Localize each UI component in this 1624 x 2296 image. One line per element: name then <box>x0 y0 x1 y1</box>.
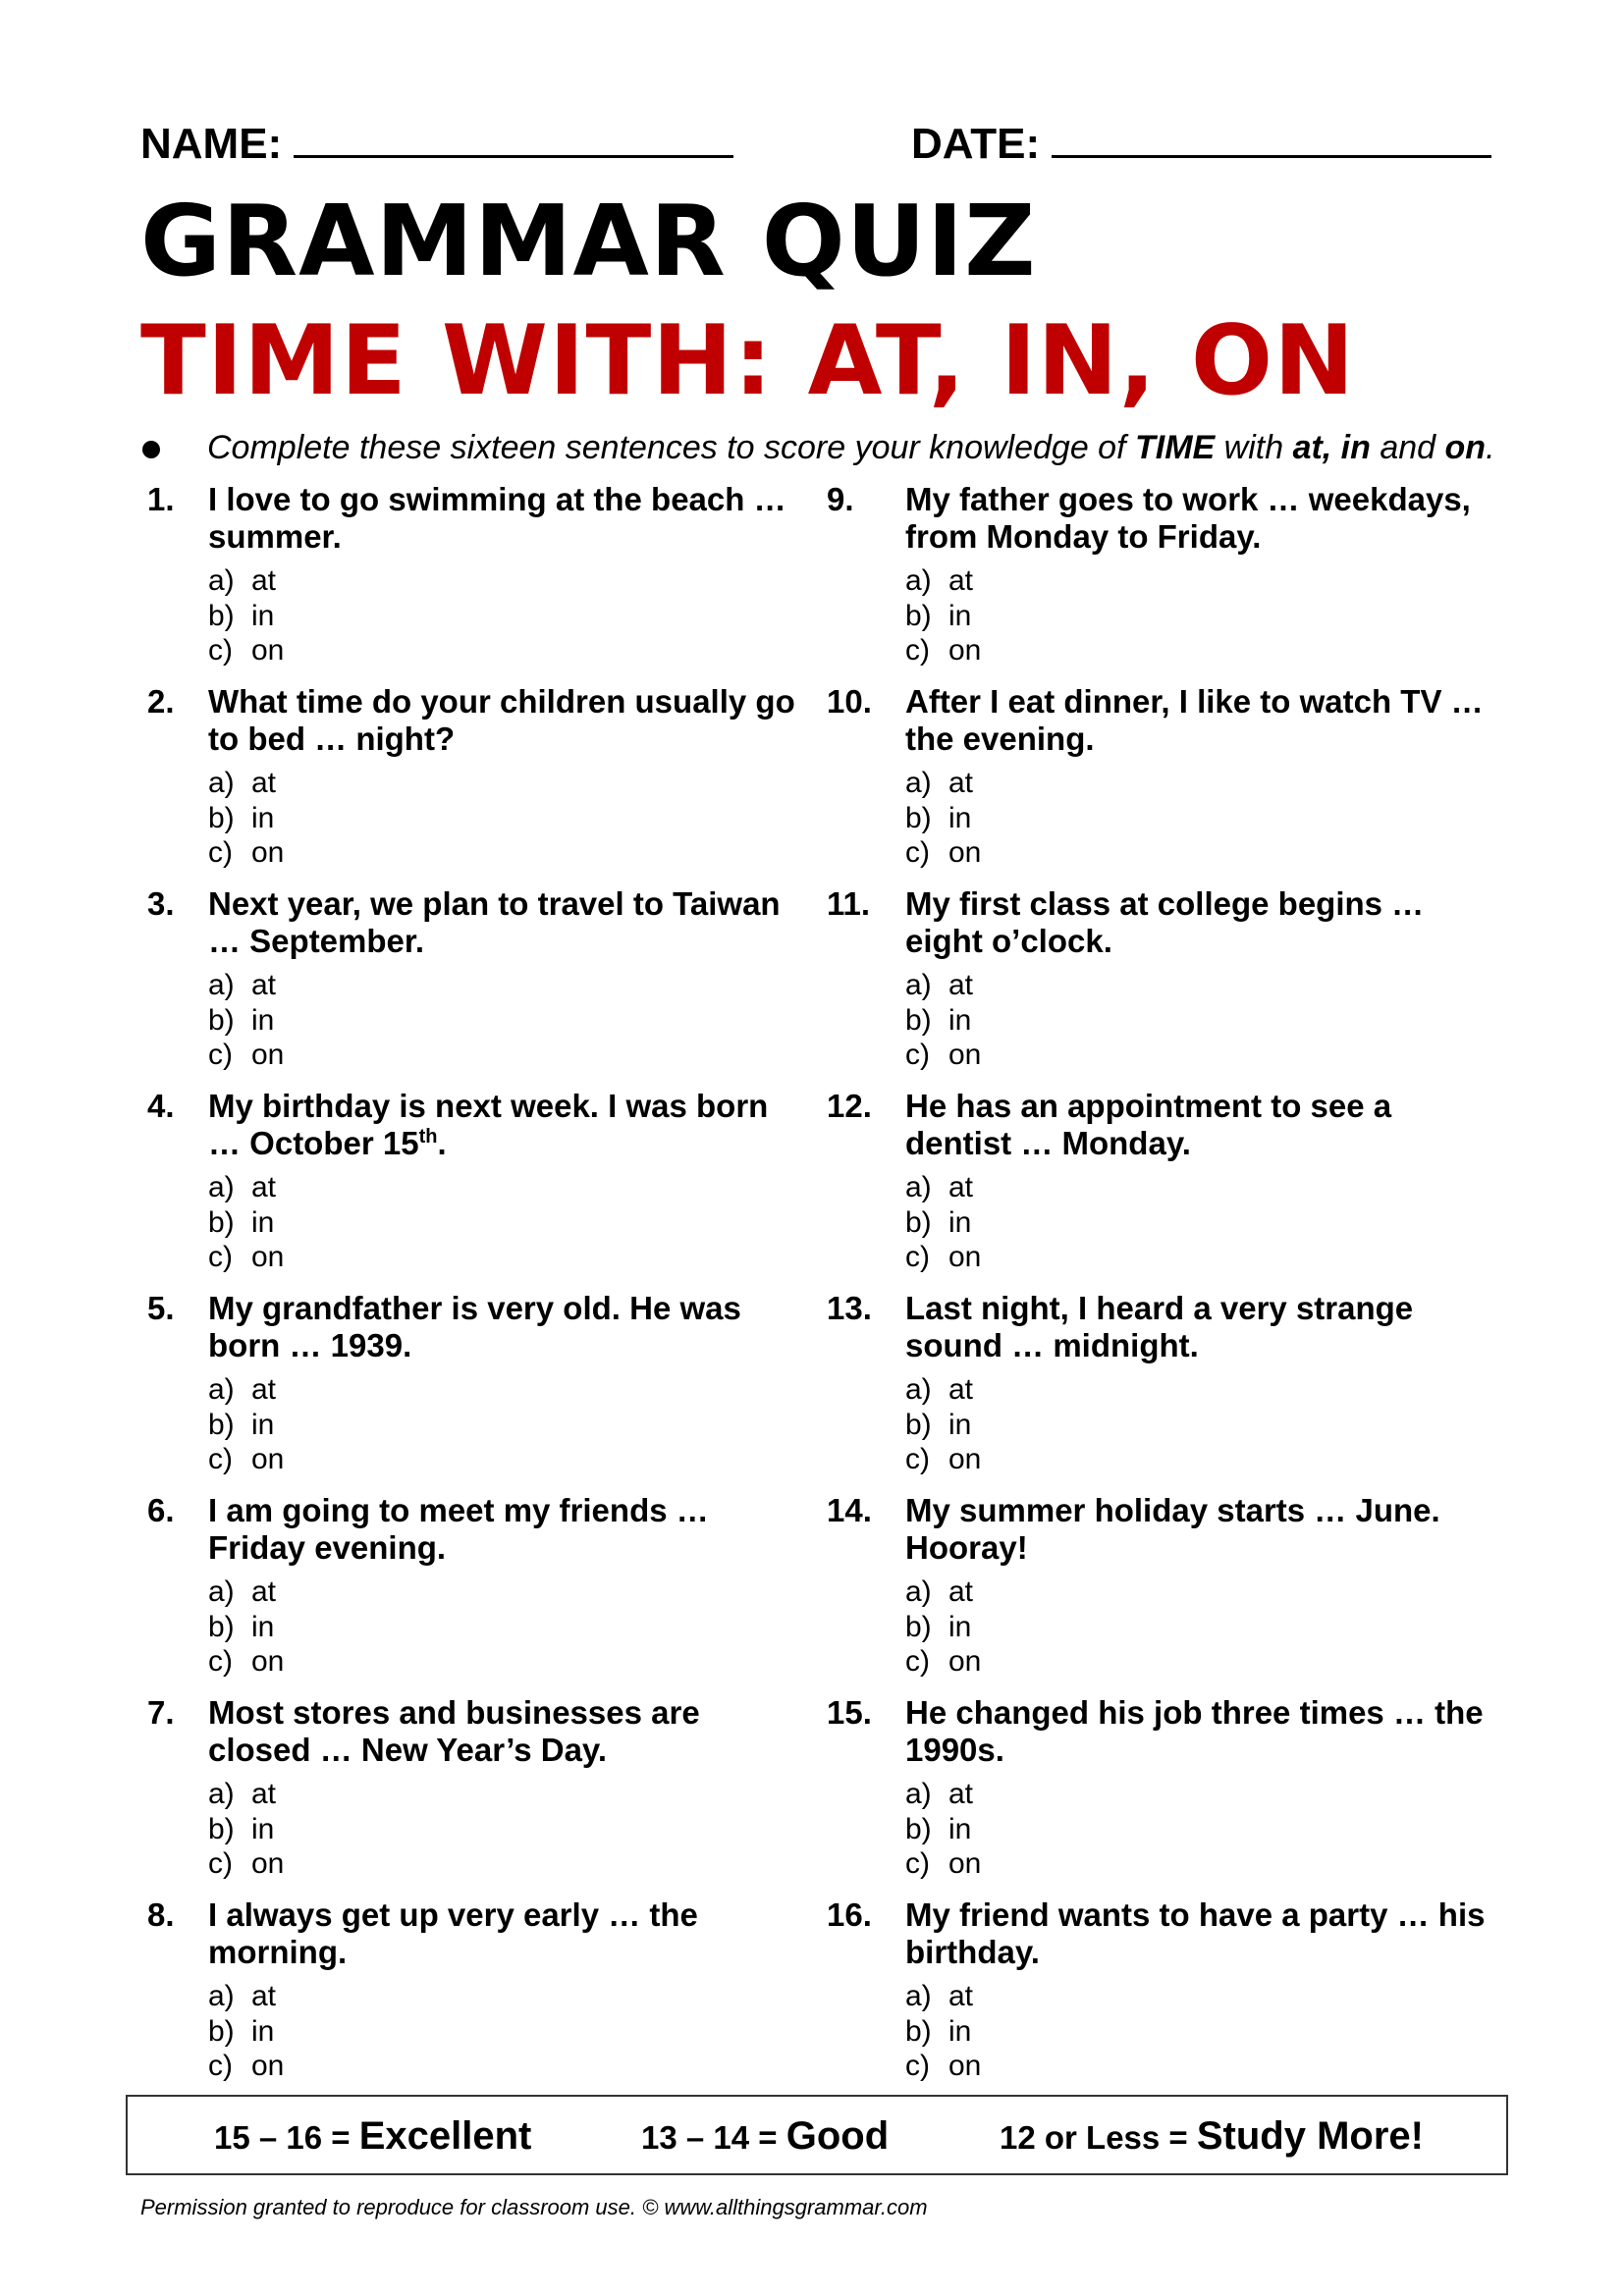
option-text: in <box>948 2014 972 2048</box>
answer-options <box>208 766 284 871</box>
option-text: in <box>948 1205 972 1239</box>
option-text: on <box>948 634 982 667</box>
question-text: After I eat dinner, I like to watch TV … the evening. <box>905 683 1484 757</box>
option-b[interactable] <box>905 1408 981 1443</box>
question-number: 13. <box>827 1290 872 1326</box>
option-text: on <box>251 2050 285 2082</box>
question-number: 16. <box>827 1896 872 1933</box>
option-text: at <box>948 969 974 1001</box>
copyright-footer: Permission granted to reproduce for classroom use. © www.allthingsgrammar.com <box>140 2195 928 2219</box>
question-text: I am going to meet my friends … Friday evening. <box>208 1492 709 1566</box>
option-letter: a) <box>208 1575 235 1608</box>
option-text: at <box>251 1171 277 1203</box>
option-text: on <box>251 836 285 869</box>
question-2 <box>147 683 815 885</box>
option-letter: a) <box>208 1171 235 1203</box>
option-text: on <box>948 836 982 869</box>
question-text: My father goes to work … weekdays, from Monday to Friday. <box>905 481 1471 555</box>
option-letter: a) <box>208 564 235 597</box>
option-c[interactable] <box>208 1846 284 1882</box>
answer-options <box>905 1777 981 1882</box>
option-text: at <box>948 1373 974 1406</box>
option-b[interactable] <box>905 2014 981 2050</box>
option-a[interactable] <box>905 766 981 801</box>
question-text: Most stores and businesses are closed … New Year’s Day. <box>208 1694 700 1768</box>
question-number: 1. <box>147 481 175 517</box>
question-1 <box>147 481 815 683</box>
question-number: 12. <box>827 1088 872 1124</box>
option-text: at <box>251 1778 277 1810</box>
option-b[interactable] <box>905 1610 981 1645</box>
question-text: He has an appointment to see a dentist … Monday. <box>905 1088 1392 1161</box>
answer-options <box>208 1372 284 1477</box>
option-b[interactable] <box>208 801 284 836</box>
option-text: on <box>251 1241 285 1273</box>
question-text: He changed his job three times … the 1990s. <box>905 1694 1484 1768</box>
option-text: in <box>251 1610 275 1643</box>
option-letter: b) <box>905 1812 932 1845</box>
option-letter: c) <box>208 1039 233 1071</box>
option-letter: a) <box>905 1171 932 1203</box>
score-guide <box>126 2095 1508 2175</box>
option-text: at <box>948 564 974 597</box>
option-b[interactable] <box>208 1610 284 1645</box>
question-4 <box>147 1088 815 1290</box>
option-text: on <box>948 1241 982 1273</box>
option-letter: a) <box>208 1373 235 1406</box>
question-7 <box>147 1694 815 1896</box>
option-a[interactable] <box>208 1979 284 2014</box>
option-letter: b) <box>208 1812 235 1845</box>
option-a[interactable] <box>208 563 284 599</box>
option-c[interactable] <box>905 835 981 871</box>
question-number: 14. <box>827 1492 872 1528</box>
option-letter: a) <box>905 1575 932 1608</box>
option-text: on <box>948 1645 982 1678</box>
option-letter: c) <box>905 1241 930 1273</box>
option-text: in <box>251 2014 275 2048</box>
option-letter: c) <box>208 836 233 869</box>
option-text: in <box>251 1003 275 1037</box>
option-letter: b) <box>208 801 235 834</box>
option-c[interactable] <box>208 1240 284 1275</box>
option-text: at <box>948 767 974 799</box>
option-text: at <box>948 1575 974 1608</box>
option-letter: c) <box>905 1443 930 1475</box>
option-a[interactable] <box>208 1170 284 1205</box>
question-number: 2. <box>147 683 175 720</box>
option-letter: a) <box>905 1373 932 1406</box>
question-10 <box>827 683 1494 885</box>
question-number: 3. <box>147 885 175 922</box>
option-letter: c) <box>208 634 233 667</box>
option-letter: c) <box>208 2050 233 2082</box>
answer-options <box>208 1170 284 1275</box>
option-letter: a) <box>905 767 932 799</box>
option-text: on <box>251 1039 285 1071</box>
question-13 <box>827 1290 1494 1492</box>
question-number: 10. <box>827 683 872 720</box>
question-text: My birthday is next week. I was born … October 15th. <box>208 1088 769 1161</box>
option-letter: c) <box>905 634 930 667</box>
option-letter: b) <box>208 1003 235 1037</box>
option-c[interactable] <box>208 1644 284 1680</box>
option-text: at <box>251 1373 277 1406</box>
question-3 <box>147 885 815 1088</box>
option-letter: b) <box>905 2014 932 2048</box>
option-letter: b) <box>905 801 932 834</box>
answer-options <box>905 1372 981 1477</box>
question-number: 5. <box>147 1290 175 1326</box>
option-b[interactable] <box>208 599 284 634</box>
option-letter: a) <box>208 1778 235 1810</box>
option-a[interactable] <box>208 968 284 1003</box>
option-text: in <box>251 1205 275 1239</box>
option-text: in <box>948 1408 972 1441</box>
option-letter: c) <box>905 1645 930 1678</box>
option-letter: b) <box>905 1003 932 1037</box>
option-letter: a) <box>208 1980 235 2012</box>
bullet-icon <box>142 441 160 458</box>
option-text: on <box>948 1847 982 1880</box>
option-letter: a) <box>905 1980 932 2012</box>
option-text: on <box>948 2050 982 2082</box>
question-text: My summer holiday starts … June. Hooray! <box>905 1492 1440 1566</box>
name-label: NAME: <box>140 120 283 168</box>
question-text: What time do your children usually go to bed … night? <box>208 683 795 757</box>
option-a[interactable] <box>905 1372 981 1408</box>
instructions: Complete these sixteen sentences to score your knowledge of TIME with at, in and on. <box>140 426 1495 469</box>
option-b[interactable] <box>905 1205 981 1241</box>
option-b[interactable] <box>905 1003 981 1039</box>
option-c[interactable] <box>905 1240 981 1275</box>
answer-options <box>905 1575 981 1680</box>
option-letter: b) <box>905 1205 932 1239</box>
date-label: DATE: <box>911 120 1041 168</box>
question-text: My friend wants to have a party … his birthday. <box>905 1896 1486 1970</box>
option-b[interactable] <box>208 2014 284 2050</box>
option-c[interactable] <box>208 1038 284 1073</box>
option-c[interactable] <box>905 1846 981 1882</box>
option-text: in <box>948 1003 972 1037</box>
option-text: on <box>251 1847 285 1880</box>
option-letter: b) <box>905 1408 932 1441</box>
option-text: at <box>251 969 277 1001</box>
option-a[interactable] <box>905 563 981 599</box>
question-9 <box>827 481 1494 683</box>
option-letter: b) <box>208 1408 235 1441</box>
question-16 <box>827 1896 1494 2099</box>
question-number: 7. <box>147 1694 175 1731</box>
name-blank-line[interactable] <box>294 116 733 158</box>
date-field[interactable] <box>911 116 1491 172</box>
question-5 <box>147 1290 815 1492</box>
option-a[interactable] <box>905 1170 981 1205</box>
answer-options <box>208 1575 284 1680</box>
option-letter: c) <box>905 1039 930 1071</box>
option-letter: b) <box>208 599 235 632</box>
option-text: in <box>251 599 275 632</box>
answer-options <box>208 1777 284 1882</box>
answer-options <box>208 1979 284 2084</box>
question-text: Next year, we plan to travel to Taiwan … September. <box>208 885 781 959</box>
option-c[interactable] <box>208 633 284 668</box>
option-a[interactable] <box>905 1575 981 1610</box>
option-letter: c) <box>905 1847 930 1880</box>
option-text: on <box>251 1645 285 1678</box>
option-c[interactable] <box>208 835 284 871</box>
option-text: in <box>251 1408 275 1441</box>
question-text: My first class at college begins … eight o’clock. <box>905 885 1425 959</box>
name-field[interactable] <box>140 116 733 172</box>
answer-options <box>208 968 284 1073</box>
option-letter: a) <box>905 1778 932 1810</box>
question-6 <box>147 1492 815 1694</box>
question-number: 6. <box>147 1492 175 1528</box>
option-a[interactable] <box>905 1979 981 2014</box>
question-text: My grandfather is very old. He was born … 1939. <box>208 1290 741 1363</box>
option-letter: c) <box>208 1645 233 1678</box>
question-text: I love to go swimming at the beach … summer. <box>208 481 786 555</box>
score-study-more: 12 or Less = Study More! <box>1000 2114 1424 2158</box>
questions-column-right <box>827 481 1494 2099</box>
option-letter: a) <box>905 969 932 1001</box>
option-text: at <box>251 767 277 799</box>
answer-options <box>905 1979 981 2084</box>
option-letter: b) <box>905 599 932 632</box>
option-letter: c) <box>208 1241 233 1273</box>
answer-options <box>905 563 981 668</box>
option-b[interactable] <box>208 1205 284 1241</box>
option-c[interactable] <box>905 1038 981 1073</box>
option-c[interactable] <box>905 1644 981 1680</box>
question-number: 4. <box>147 1088 175 1124</box>
page-title: GRAMMAR QUIZ <box>140 184 1037 298</box>
option-letter: c) <box>905 836 930 869</box>
question-text: Last night, I heard a very strange sound … midnight. <box>905 1290 1414 1363</box>
option-c[interactable] <box>905 2049 981 2084</box>
option-text: in <box>948 1812 972 1845</box>
question-15 <box>827 1694 1494 1896</box>
option-text: at <box>251 1575 277 1608</box>
option-text: on <box>948 1443 982 1475</box>
page-subtitle: TIME WITH: AT, IN, ON <box>140 305 1356 417</box>
option-a[interactable] <box>208 1372 284 1408</box>
question-number: 8. <box>147 1896 175 1933</box>
option-letter: a) <box>905 564 932 597</box>
option-text: at <box>948 1171 974 1203</box>
answer-options <box>905 968 981 1073</box>
option-text: in <box>251 1812 275 1845</box>
option-text: at <box>251 564 277 597</box>
option-letter: c) <box>208 1443 233 1475</box>
option-b[interactable] <box>208 1003 284 1039</box>
option-b[interactable] <box>905 599 981 634</box>
answer-options <box>905 766 981 871</box>
option-text: on <box>251 1443 285 1475</box>
question-number: 15. <box>827 1694 872 1731</box>
option-text: at <box>251 1980 277 2012</box>
question-11 <box>827 885 1494 1088</box>
answer-options <box>208 563 284 668</box>
option-letter: b) <box>208 2014 235 2048</box>
option-text: on <box>948 1039 982 1071</box>
score-excellent: 15 – 16 = Excellent <box>214 2114 532 2158</box>
question-number: 9. <box>827 481 854 517</box>
question-8 <box>147 1896 815 2099</box>
option-b[interactable] <box>208 1408 284 1443</box>
option-text: at <box>948 1980 974 2012</box>
option-letter: a) <box>208 969 235 1001</box>
date-blank-line[interactable] <box>1052 116 1491 158</box>
question-text: I always get up very early … the morning. <box>208 1896 698 1970</box>
option-c[interactable] <box>905 633 981 668</box>
option-b[interactable] <box>905 1812 981 1847</box>
option-text: in <box>948 801 972 834</box>
option-c[interactable] <box>208 1442 284 1477</box>
option-b[interactable] <box>905 801 981 836</box>
questions-column-left <box>147 481 815 2099</box>
option-a[interactable] <box>208 766 284 801</box>
answer-options <box>905 1170 981 1275</box>
option-c[interactable] <box>208 2049 284 2084</box>
option-text: in <box>948 1610 972 1643</box>
option-a[interactable] <box>905 968 981 1003</box>
option-text: on <box>251 634 285 667</box>
option-a[interactable] <box>208 1777 284 1812</box>
option-text: in <box>251 801 275 834</box>
question-14 <box>827 1492 1494 1694</box>
option-letter: b) <box>905 1610 932 1643</box>
score-good: 13 – 14 = Good <box>641 2114 890 2158</box>
question-12 <box>827 1088 1494 1290</box>
option-letter: c) <box>208 1847 233 1880</box>
option-c[interactable] <box>905 1442 981 1477</box>
option-a[interactable] <box>208 1575 284 1610</box>
option-text: at <box>948 1778 974 1810</box>
option-text: in <box>948 599 972 632</box>
option-letter: b) <box>208 1205 235 1239</box>
option-a[interactable] <box>905 1777 981 1812</box>
option-b[interactable] <box>208 1812 284 1847</box>
option-letter: b) <box>208 1610 235 1643</box>
option-letter: c) <box>905 2050 930 2082</box>
option-letter: a) <box>208 767 235 799</box>
question-number: 11. <box>827 885 871 922</box>
